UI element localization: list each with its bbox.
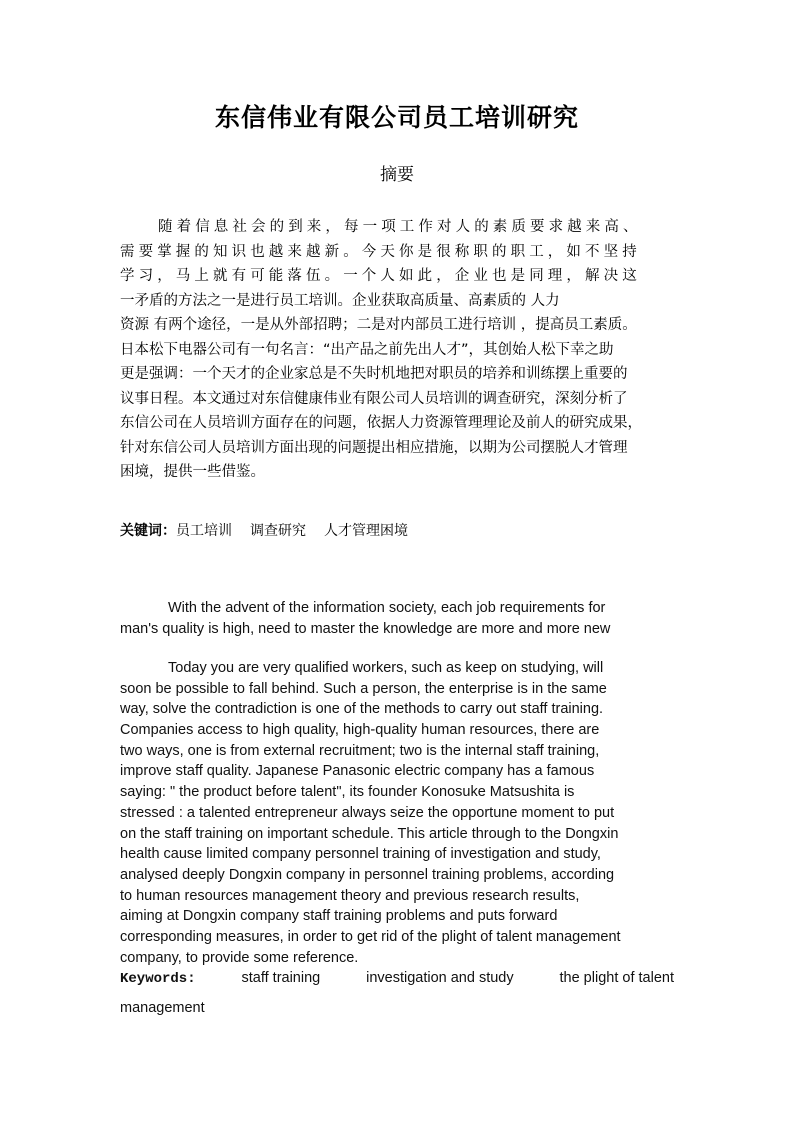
- abstract-en-line: stressed : a talented entrepreneur always seize the opportune moment to put: [120, 804, 615, 821]
- abstract-chinese: [120, 215, 676, 485]
- abstract-english-paragraph-2: [120, 658, 676, 968]
- abstract-en-line: Today you are very qualified workers, such as keep on studying, will: [168, 660, 604, 676]
- abstract-en-line: aiming at Dongxin company staff training problems and puts forward: [120, 908, 558, 925]
- abstract-en-line: analysed deeply Dongxin company in personnel training problems, according: [120, 866, 615, 883]
- abstract-en-line: health cause limited company personnel training of investigation and study,: [120, 846, 601, 863]
- abstract-en-line: to human resources management theory and previous research results,: [120, 887, 580, 904]
- keyword-cn: 人才管理困境: [324, 523, 408, 539]
- keyword-cn: 调查研究: [250, 523, 306, 539]
- abstract-cn-line: 东信公司在人员培训方面存在的问题，依据人力资源管理理论及前人的研究成果，: [120, 415, 642, 431]
- keywords-en-row: [120, 970, 674, 992]
- abstract-cn-line: 资源 有两个途径，一是从外部招聘；二是对内部员工进行培训 ，提高员工素质。: [120, 317, 637, 333]
- abstract-heading: 摘要: [380, 165, 414, 185]
- abstract-en-line: way, solve the contradiction is one of the methods to carry out staff training.: [120, 701, 604, 718]
- abstract-english-paragraph-1: [120, 598, 676, 639]
- abstract-cn-line: 针对东信公司人员培训方面出现的问题提出相应措施，以期为公司摆脱人才管理: [120, 439, 628, 456]
- keyword-en: investigation and study: [366, 970, 514, 986]
- abstract-en-line: saying: " the product before talent", its founder Konosuke Matsushita is: [120, 784, 575, 801]
- keyword-cn: 员工培训: [176, 523, 232, 539]
- keywords-english: [120, 970, 674, 1016]
- page-title: 东信伟业有限公司员工培训研究: [214, 103, 579, 132]
- keyword-en-continuation: management: [120, 1000, 205, 1016]
- abstract-cn-line: 困境，提供一些借鉴。: [120, 464, 265, 480]
- abstract-en-line: man's quality is high, need to master the knowledge are more and more new: [120, 620, 611, 637]
- keywords-cn-label: 关键词：: [120, 523, 176, 539]
- abstract-cn-line: 议事日程。本文通过对东信健康伟业有限公司人员培训的调查研究，深刻分析了: [120, 390, 628, 407]
- abstract-en-line: Companies access to high quality, high-quality human resources, there are: [120, 722, 600, 739]
- abstract-cn-line: 更是强调：一个天才的企业家总是不失时机地把对职员的培养和训练摆上重要的: [120, 366, 628, 382]
- abstract-en-line: corresponding measures, in order to get rid of the plight of talent management: [120, 928, 621, 945]
- abstract-cn-line: 日本松下电器公司有一句名言：“出产品之前先出人才”，其创始人松下幸之助: [120, 341, 614, 358]
- abstract-en-line: With the advent of the information society, each job requirements for: [168, 600, 606, 616]
- keyword-en: the plight of talent: [559, 970, 674, 986]
- keywords-en-label: Keywords:: [120, 971, 196, 987]
- abstract-en-line: two ways, one is from external recruitment; two is the internal staff training,: [120, 742, 600, 759]
- abstract-cn-line: 随着信息社会的到来，每一项工作对人的素质要求越来高、: [158, 219, 642, 235]
- abstract-cn-line: 一矛盾的方法之一是进行员工培训。企业获取高质量、高素质的 人力: [120, 292, 560, 309]
- abstract-en-line: company, to provide some reference.: [120, 949, 359, 966]
- abstract-en-line: soon be possible to fall behind. Such a person, the enterprise is in the same: [120, 680, 607, 697]
- keyword-en: staff training: [241, 970, 321, 986]
- abstract-en-line: on the staff training on important schedule. This article through to the Dongxin: [120, 825, 619, 842]
- keywords-chinese: [120, 520, 408, 540]
- abstract-cn-line: 学习，马上就有可能落伍。一个人如此，企业也是同理，解决这: [120, 268, 641, 284]
- abstract-cn-line: 需要掌握的知识也越来越新。今天你是很称职的职工，如不坚持: [120, 243, 641, 260]
- abstract-en-line: improve staff quality. Japanese Panasonic electric company has a famous: [120, 763, 595, 780]
